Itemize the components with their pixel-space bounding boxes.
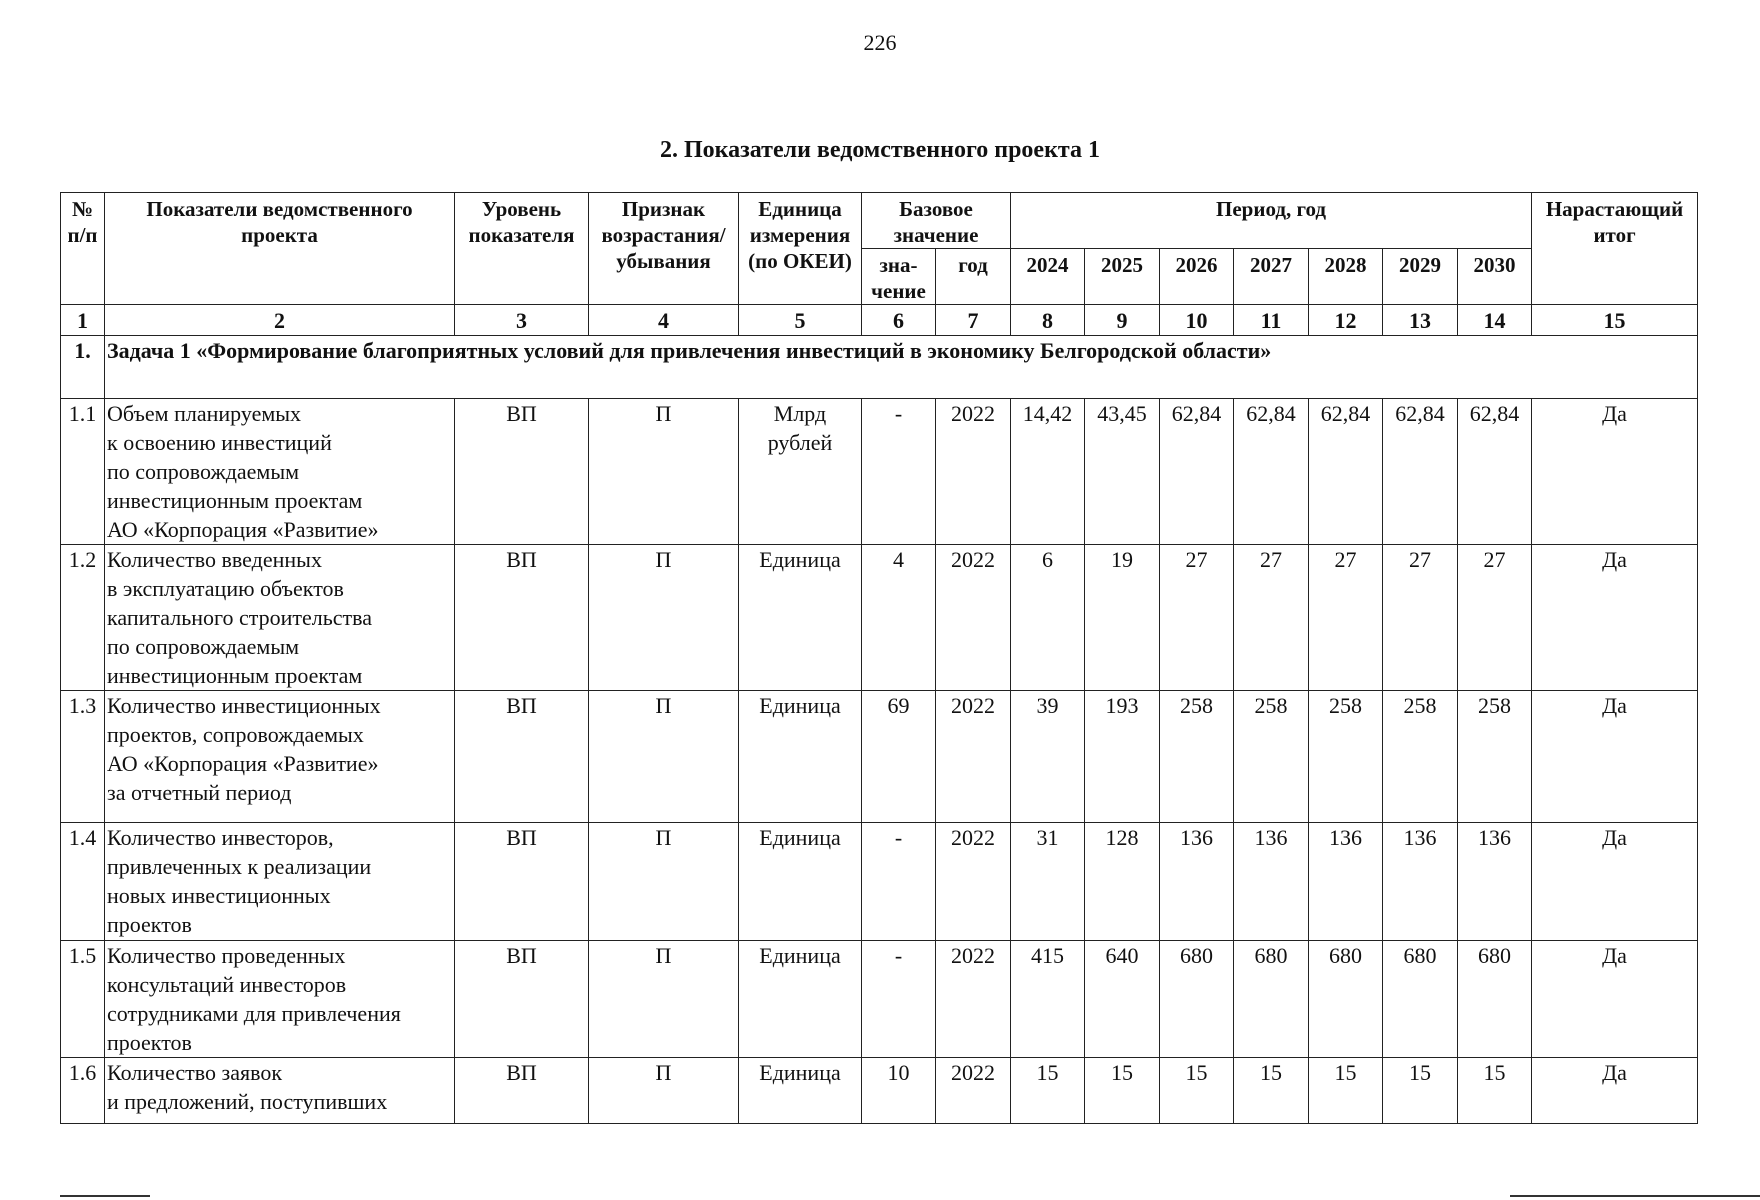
table-row <box>61 823 1698 941</box>
column-number: 11 <box>1234 305 1309 336</box>
header-year: 2027 <box>1234 249 1309 305</box>
header-year: 2024 <box>1011 249 1085 305</box>
unit: Единица <box>739 691 862 823</box>
column-number: 12 <box>1309 305 1383 336</box>
year-value: 27 <box>1458 545 1532 691</box>
column-number: 4 <box>589 305 739 336</box>
page-number: 226 <box>863 30 897 55</box>
cumulative-flag: Да <box>1532 691 1698 823</box>
trend-sign: П <box>589 941 739 1058</box>
cumulative-flag: Да <box>1532 545 1698 691</box>
column-number: 7 <box>936 305 1011 336</box>
header-period: Период, год <box>1011 193 1532 249</box>
base-value: 4 <box>862 545 936 691</box>
column-number: 1 <box>61 305 105 336</box>
year-value: 136 <box>1234 823 1309 941</box>
year-value: 39 <box>1011 691 1085 823</box>
year-value: 15 <box>1085 1058 1160 1124</box>
table-row <box>61 399 1698 545</box>
indicator-level: ВП <box>455 823 589 941</box>
cumulative-flag: Да <box>1532 823 1698 941</box>
year-value: 15 <box>1160 1058 1234 1124</box>
year-value: 258 <box>1160 691 1234 823</box>
year-value: 62,84 <box>1160 399 1234 545</box>
row-number: 1.6 <box>61 1058 105 1124</box>
column-number: 15 <box>1532 305 1698 336</box>
year-value: 15 <box>1234 1058 1309 1124</box>
header-year: 2025 <box>1085 249 1160 305</box>
year-value: 258 <box>1234 691 1309 823</box>
indicator-name: Количество проведенных консультаций инвесторов сотрудниками для привлечения проектов <box>105 941 455 1058</box>
trend-sign: П <box>589 691 739 823</box>
year-value: 258 <box>1309 691 1383 823</box>
year-value: 128 <box>1085 823 1160 941</box>
base-year: 2022 <box>936 941 1011 1058</box>
base-year: 2022 <box>936 691 1011 823</box>
year-value: 640 <box>1085 941 1160 1058</box>
task-row <box>61 336 1698 399</box>
cumulative-flag: Да <box>1532 941 1698 1058</box>
year-value: 43,45 <box>1085 399 1160 545</box>
header-year: 2028 <box>1309 249 1383 305</box>
trend-sign: П <box>589 399 739 545</box>
base-value: - <box>862 941 936 1058</box>
indicators-table <box>60 192 1698 1124</box>
year-value: 31 <box>1011 823 1085 941</box>
year-value: 14,42 <box>1011 399 1085 545</box>
year-value: 680 <box>1309 941 1383 1058</box>
unit: Млрд рублей <box>739 399 862 545</box>
column-number: 8 <box>1011 305 1085 336</box>
unit: Единица <box>739 545 862 691</box>
column-number: 10 <box>1160 305 1234 336</box>
year-value: 136 <box>1160 823 1234 941</box>
indicator-level: ВП <box>455 941 589 1058</box>
trend-sign: П <box>589 1058 739 1124</box>
header-unit: Единица измерения (по ОКЕИ) <box>739 193 862 305</box>
base-year: 2022 <box>936 1058 1011 1124</box>
year-value: 27 <box>1160 545 1234 691</box>
year-value: 680 <box>1458 941 1532 1058</box>
header-cumulative: Нарастающий итог <box>1532 193 1698 305</box>
base-year: 2022 <box>936 823 1011 941</box>
row-number: 1.4 <box>61 823 105 941</box>
indicator-name: Количество инвестиционных проектов, сопровождаемых АО «Корпорация «Развитие» за отчетный период <box>105 691 455 823</box>
section-title: 2. Показатели ведомственного проекта 1 <box>660 137 1100 163</box>
year-value: 136 <box>1458 823 1532 941</box>
trend-sign: П <box>589 823 739 941</box>
unit: Единица <box>739 1058 862 1124</box>
year-value: 193 <box>1085 691 1160 823</box>
column-number: 13 <box>1383 305 1458 336</box>
unit: Единица <box>739 823 862 941</box>
year-value: 415 <box>1011 941 1085 1058</box>
year-value: 136 <box>1309 823 1383 941</box>
footer-rule <box>1510 1195 1760 1197</box>
cumulative-flag: Да <box>1532 399 1698 545</box>
header-year: 2030 <box>1458 249 1532 305</box>
indicator-name: Количество введенных в эксплуатацию объектов капитального строительства по сопровождаемым инвестиционным проектам <box>105 545 455 691</box>
header-no: № п/п <box>61 193 105 305</box>
header-base: Базовое значение <box>862 193 1011 249</box>
indicator-level: ВП <box>455 545 589 691</box>
indicator-name: Количество инвесторов, привлеченных к реализации новых инвестиционных проектов <box>105 823 455 941</box>
column-number: 14 <box>1458 305 1532 336</box>
task-number: 1. <box>61 336 105 399</box>
indicator-level: ВП <box>455 399 589 545</box>
column-number: 2 <box>105 305 455 336</box>
indicator-name: Объем планируемых к освоению инвестиций по сопровождаемым инвестиционным проектам АО «Корпорация «Развитие» <box>105 399 455 545</box>
column-number-row <box>61 305 1698 336</box>
year-value: 136 <box>1383 823 1458 941</box>
row-number: 1.3 <box>61 691 105 823</box>
footer-rule <box>60 1195 150 1197</box>
year-value: 15 <box>1458 1058 1532 1124</box>
trend-sign: П <box>589 545 739 691</box>
base-value: - <box>862 823 936 941</box>
column-number: 3 <box>455 305 589 336</box>
header-year: 2026 <box>1160 249 1234 305</box>
base-value: - <box>862 399 936 545</box>
year-value: 258 <box>1383 691 1458 823</box>
year-value: 27 <box>1309 545 1383 691</box>
indicator-level: ВП <box>455 691 589 823</box>
column-number: 5 <box>739 305 862 336</box>
base-value: 10 <box>862 1058 936 1124</box>
column-number: 6 <box>862 305 936 336</box>
indicator-level: ВП <box>455 1058 589 1124</box>
base-year: 2022 <box>936 545 1011 691</box>
year-value: 62,84 <box>1234 399 1309 545</box>
header-indicator: Показатели ведомственного проекта <box>105 193 455 305</box>
year-value: 15 <box>1309 1058 1383 1124</box>
year-value: 62,84 <box>1309 399 1383 545</box>
indicator-name: Количество заявок и предложений, поступивших <box>105 1058 455 1124</box>
year-value: 15 <box>1011 1058 1085 1124</box>
header-trend: Признак возрастания/ убывания <box>589 193 739 305</box>
year-value: 258 <box>1458 691 1532 823</box>
header-level: Уровень показателя <box>455 193 589 305</box>
year-value: 62,84 <box>1458 399 1532 545</box>
column-number: 9 <box>1085 305 1160 336</box>
year-value: 680 <box>1160 941 1234 1058</box>
base-value: 69 <box>862 691 936 823</box>
unit: Единица <box>739 941 862 1058</box>
cumulative-flag: Да <box>1532 1058 1698 1124</box>
table-row <box>61 941 1698 1058</box>
base-year: 2022 <box>936 399 1011 545</box>
row-number: 1.2 <box>61 545 105 691</box>
header-base-value: зна- чение <box>862 249 936 305</box>
task-text: Задача 1 «Формирование благоприятных условий для привлечения инвестиций в экономику Белгородской области» <box>105 336 1698 399</box>
year-value: 680 <box>1234 941 1309 1058</box>
header-base-year: год <box>936 249 1011 305</box>
table-row <box>61 691 1698 823</box>
year-value: 6 <box>1011 545 1085 691</box>
year-value: 19 <box>1085 545 1160 691</box>
year-value: 27 <box>1383 545 1458 691</box>
year-value: 680 <box>1383 941 1458 1058</box>
year-value: 15 <box>1383 1058 1458 1124</box>
header-year: 2029 <box>1383 249 1458 305</box>
header-row-1 <box>61 193 1698 249</box>
year-value: 62,84 <box>1383 399 1458 545</box>
table-row <box>61 1058 1698 1124</box>
year-value: 27 <box>1234 545 1309 691</box>
row-number: 1.5 <box>61 941 105 1058</box>
table-row <box>61 545 1698 691</box>
row-number: 1.1 <box>61 399 105 545</box>
